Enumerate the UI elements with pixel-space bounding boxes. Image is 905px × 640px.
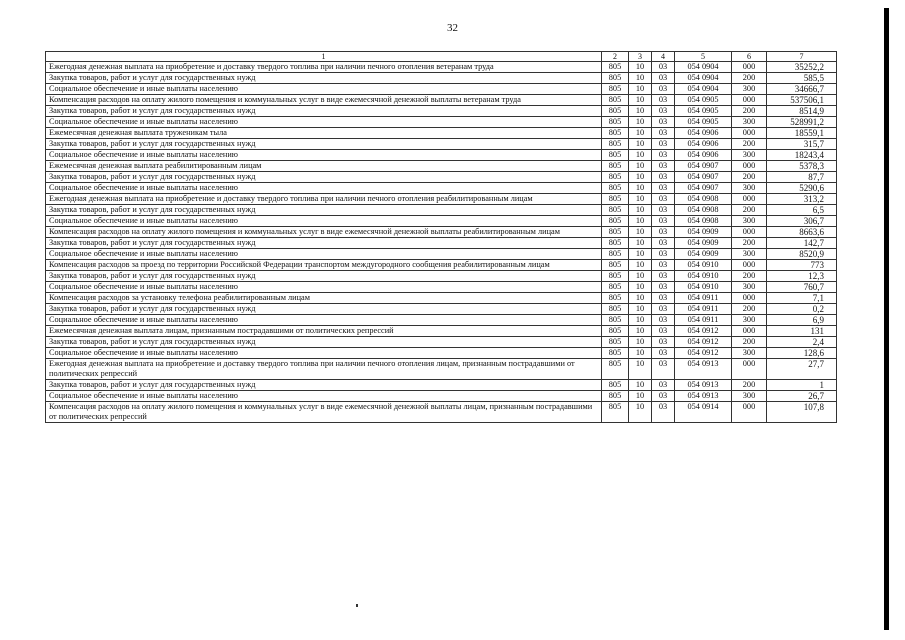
table-row — [46, 326, 837, 337]
expense-type-code: 000 — [732, 227, 767, 238]
amount: 2,4 — [767, 337, 837, 348]
budget-table — [45, 51, 837, 423]
column-header: 2 — [602, 52, 629, 62]
subsection-code: 03 — [652, 128, 675, 139]
ministry-code: 805 — [602, 117, 629, 128]
row-description: Закупка товаров, работ и услуг для государственных нужд — [46, 106, 602, 117]
row-description: Закупка товаров, работ и услуг для государственных нужд — [46, 380, 602, 391]
amount: 537506,1 — [767, 95, 837, 106]
subsection-code: 03 — [652, 172, 675, 183]
section-code: 10 — [629, 161, 652, 172]
ministry-code: 805 — [602, 205, 629, 216]
section-code: 10 — [629, 359, 652, 380]
subsection-code: 03 — [652, 84, 675, 95]
subsection-code: 03 — [652, 227, 675, 238]
table-row — [46, 402, 837, 423]
section-code: 10 — [629, 183, 652, 194]
target-article-code: 054 0907 — [675, 161, 732, 172]
ministry-code: 805 — [602, 150, 629, 161]
subsection-code: 03 — [652, 216, 675, 227]
target-article-code: 054 0907 — [675, 183, 732, 194]
amount: 18559,1 — [767, 128, 837, 139]
row-description: Социальное обеспечение и иные выплаты населению — [46, 183, 602, 194]
target-article-code: 054 0911 — [675, 315, 732, 326]
section-code: 10 — [629, 260, 652, 271]
ministry-code: 805 — [602, 348, 629, 359]
target-article-code: 054 0910 — [675, 282, 732, 293]
amount: 128,6 — [767, 348, 837, 359]
table-row — [46, 150, 837, 161]
expense-type-code: 000 — [732, 402, 767, 423]
table-row — [46, 304, 837, 315]
expense-type-code: 200 — [732, 106, 767, 117]
ministry-code: 805 — [602, 337, 629, 348]
subsection-code: 03 — [652, 402, 675, 423]
target-article-code: 054 0909 — [675, 227, 732, 238]
target-article-code: 054 0906 — [675, 139, 732, 150]
ministry-code: 805 — [602, 326, 629, 337]
amount: 528991,2 — [767, 117, 837, 128]
table-row — [46, 249, 837, 260]
expense-type-code: 300 — [732, 348, 767, 359]
amount: 8520,9 — [767, 249, 837, 260]
table-row — [46, 282, 837, 293]
expense-type-code: 000 — [732, 95, 767, 106]
target-article-code: 054 0904 — [675, 62, 732, 73]
expense-type-code: 300 — [732, 183, 767, 194]
expense-type-code: 000 — [732, 359, 767, 380]
row-description: Социальное обеспечение и иные выплаты населению — [46, 216, 602, 227]
target-article-code: 054 0911 — [675, 304, 732, 315]
ministry-code: 805 — [602, 380, 629, 391]
subsection-code: 03 — [652, 293, 675, 304]
amount: 35252,2 — [767, 62, 837, 73]
expense-type-code: 200 — [732, 73, 767, 84]
subsection-code: 03 — [652, 73, 675, 84]
expense-type-code: 200 — [732, 139, 767, 150]
row-description: Компенсация расходов на оплату жилого помещения и коммунальных услуг в виде ежемесячной денежной выплаты реабилитированным лицам — [46, 227, 602, 238]
table-row — [46, 293, 837, 304]
section-code: 10 — [629, 293, 652, 304]
amount: 585,5 — [767, 73, 837, 84]
subsection-code: 03 — [652, 337, 675, 348]
target-article-code: 054 0913 — [675, 391, 732, 402]
row-description: Закупка товаров, работ и услуг для государственных нужд — [46, 139, 602, 150]
expense-type-code: 000 — [732, 161, 767, 172]
row-description: Социальное обеспечение и иные выплаты населению — [46, 348, 602, 359]
column-header: 6 — [732, 52, 767, 62]
amount: 131 — [767, 326, 837, 337]
ministry-code: 805 — [602, 194, 629, 205]
ministry-code: 805 — [602, 238, 629, 249]
amount: 8514,9 — [767, 106, 837, 117]
expense-type-code: 000 — [732, 62, 767, 73]
column-header: 4 — [652, 52, 675, 62]
subsection-code: 03 — [652, 359, 675, 380]
ministry-code: 805 — [602, 359, 629, 380]
ministry-code: 805 — [602, 227, 629, 238]
section-code: 10 — [629, 238, 652, 249]
expense-type-code: 200 — [732, 380, 767, 391]
expense-type-code: 200 — [732, 205, 767, 216]
table-header-row — [46, 52, 837, 62]
amount: 6,5 — [767, 205, 837, 216]
table-row — [46, 84, 837, 95]
scan-edge-bar — [884, 8, 889, 630]
amount: 313,2 — [767, 194, 837, 205]
section-code: 10 — [629, 95, 652, 106]
row-description: Закупка товаров, работ и услуг для государственных нужд — [46, 304, 602, 315]
amount: 142,7 — [767, 238, 837, 249]
row-description: Закупка товаров, работ и услуг для государственных нужд — [46, 271, 602, 282]
row-description: Закупка товаров, работ и услуг для государственных нужд — [46, 337, 602, 348]
expense-type-code: 200 — [732, 238, 767, 249]
target-article-code: 054 0904 — [675, 73, 732, 84]
row-description: Ежемесячная денежная выплата реабилитированным лицам — [46, 161, 602, 172]
row-description: Закупка товаров, работ и услуг для государственных нужд — [46, 205, 602, 216]
table-row — [46, 238, 837, 249]
amount: 7,1 — [767, 293, 837, 304]
subsection-code: 03 — [652, 161, 675, 172]
expense-type-code: 000 — [732, 128, 767, 139]
ministry-code: 805 — [602, 271, 629, 282]
expense-type-code: 000 — [732, 260, 767, 271]
amount: 107,8 — [767, 402, 837, 423]
ministry-code: 805 — [602, 62, 629, 73]
amount: 87,7 — [767, 172, 837, 183]
table-row — [46, 271, 837, 282]
amount: 1 — [767, 380, 837, 391]
subsection-code: 03 — [652, 238, 675, 249]
ministry-code: 805 — [602, 172, 629, 183]
subsection-code: 03 — [652, 194, 675, 205]
target-article-code: 054 0905 — [675, 117, 732, 128]
expense-type-code: 200 — [732, 337, 767, 348]
subsection-code: 03 — [652, 391, 675, 402]
section-code: 10 — [629, 315, 652, 326]
amount: 306,7 — [767, 216, 837, 227]
section-code: 10 — [629, 128, 652, 139]
amount: 0,2 — [767, 304, 837, 315]
ministry-code: 805 — [602, 139, 629, 150]
target-article-code: 054 0912 — [675, 337, 732, 348]
subsection-code: 03 — [652, 380, 675, 391]
expense-type-code: 300 — [732, 117, 767, 128]
section-code: 10 — [629, 249, 652, 260]
target-article-code: 054 0913 — [675, 380, 732, 391]
section-code: 10 — [629, 73, 652, 84]
amount: 760,7 — [767, 282, 837, 293]
subsection-code: 03 — [652, 205, 675, 216]
amount: 12,3 — [767, 271, 837, 282]
row-description: Социальное обеспечение и иные выплаты населению — [46, 249, 602, 260]
column-header: 5 — [675, 52, 732, 62]
subsection-code: 03 — [652, 106, 675, 117]
table-row — [46, 95, 837, 106]
ministry-code: 805 — [602, 95, 629, 106]
amount: 8663,6 — [767, 227, 837, 238]
expense-type-code: 200 — [732, 304, 767, 315]
subsection-code: 03 — [652, 95, 675, 106]
table-row — [46, 194, 837, 205]
row-description: Компенсация расходов на оплату жилого помещения и коммунальных услуг в виде ежемесячной денежной выплаты ветеранам труда — [46, 95, 602, 106]
subsection-code: 03 — [652, 326, 675, 337]
amount: 26,7 — [767, 391, 837, 402]
subsection-code: 03 — [652, 139, 675, 150]
table-row — [46, 227, 837, 238]
subsection-code: 03 — [652, 315, 675, 326]
ministry-code: 805 — [602, 183, 629, 194]
section-code: 10 — [629, 380, 652, 391]
table-row — [46, 205, 837, 216]
expense-type-code: 200 — [732, 271, 767, 282]
target-article-code: 054 0906 — [675, 150, 732, 161]
row-description: Ежегодная денежная выплата на приобретение и доставку твердого топлива при наличии печного отопления ветеранам труда — [46, 62, 602, 73]
target-article-code: 054 0905 — [675, 106, 732, 117]
subsection-code: 03 — [652, 183, 675, 194]
amount: 27,7 — [767, 359, 837, 380]
scan-speck — [356, 604, 358, 607]
section-code: 10 — [629, 62, 652, 73]
amount: 773 — [767, 260, 837, 271]
target-article-code: 054 0905 — [675, 95, 732, 106]
target-article-code: 054 0909 — [675, 238, 732, 249]
target-article-code: 054 0908 — [675, 205, 732, 216]
row-description: Компенсация расходов за проезд по территории Российской Федерации транспортом междугородного сообщения реабилитированным лицам — [46, 260, 602, 271]
ministry-code: 805 — [602, 161, 629, 172]
ministry-code: 805 — [602, 216, 629, 227]
table-row — [46, 391, 837, 402]
subsection-code: 03 — [652, 260, 675, 271]
target-article-code: 054 0908 — [675, 216, 732, 227]
table-row — [46, 106, 837, 117]
section-code: 10 — [629, 139, 652, 150]
ministry-code: 805 — [602, 402, 629, 423]
row-description: Ежемесячная денежная выплата лицам, признанным пострадавшими от политических репрессий — [46, 326, 602, 337]
expense-type-code: 300 — [732, 150, 767, 161]
amount: 34666,7 — [767, 84, 837, 95]
table-row — [46, 128, 837, 139]
row-description: Социальное обеспечение и иные выплаты населению — [46, 315, 602, 326]
page-number: 32 — [447, 22, 458, 34]
ministry-code: 805 — [602, 84, 629, 95]
column-header: 3 — [629, 52, 652, 62]
amount: 6,9 — [767, 315, 837, 326]
expense-type-code: 300 — [732, 249, 767, 260]
target-article-code: 054 0909 — [675, 249, 732, 260]
column-header: 1 — [46, 52, 602, 62]
row-description: Закупка товаров, работ и услуг для государственных нужд — [46, 73, 602, 84]
subsection-code: 03 — [652, 150, 675, 161]
target-article-code: 054 0912 — [675, 348, 732, 359]
row-description: Социальное обеспечение и иные выплаты населению — [46, 117, 602, 128]
ministry-code: 805 — [602, 249, 629, 260]
ministry-code: 805 — [602, 304, 629, 315]
row-description: Компенсация расходов за установку телефона реабилитированным лицам — [46, 293, 602, 304]
row-description: Ежегодная денежная выплата на приобретение и доставку твердого топлива при наличии печного отопления реабилитированным лицам — [46, 194, 602, 205]
table-row — [46, 117, 837, 128]
expense-type-code: 200 — [732, 172, 767, 183]
target-article-code: 054 0911 — [675, 293, 732, 304]
expense-type-code: 000 — [732, 194, 767, 205]
table-row — [46, 337, 837, 348]
row-description: Ежегодная денежная выплата на приобретение и доставку твердого топлива при наличии печного отопления лицам, признанным пострадавшими от политических репрессий — [46, 359, 602, 380]
table-row — [46, 348, 837, 359]
expense-type-code: 300 — [732, 282, 767, 293]
section-code: 10 — [629, 84, 652, 95]
expense-type-code: 000 — [732, 326, 767, 337]
target-article-code: 054 0914 — [675, 402, 732, 423]
subsection-code: 03 — [652, 304, 675, 315]
section-code: 10 — [629, 326, 652, 337]
target-article-code: 054 0910 — [675, 271, 732, 282]
target-article-code: 054 0907 — [675, 172, 732, 183]
section-code: 10 — [629, 271, 652, 282]
subsection-code: 03 — [652, 282, 675, 293]
section-code: 10 — [629, 348, 652, 359]
row-description: Компенсация расходов на оплату жилого помещения и коммунальных услуг в виде ежемесячной денежной выплаты лицам, признанным пострадавшими от политических репрессий — [46, 402, 602, 423]
target-article-code: 054 0904 — [675, 84, 732, 95]
subsection-code: 03 — [652, 117, 675, 128]
subsection-code: 03 — [652, 249, 675, 260]
column-header: 7 — [767, 52, 837, 62]
row-description: Закупка товаров, работ и услуг для государственных нужд — [46, 172, 602, 183]
amount: 315,7 — [767, 139, 837, 150]
ministry-code: 805 — [602, 293, 629, 304]
ministry-code: 805 — [602, 391, 629, 402]
expense-type-code: 300 — [732, 84, 767, 95]
section-code: 10 — [629, 337, 652, 348]
section-code: 10 — [629, 391, 652, 402]
target-article-code: 054 0912 — [675, 326, 732, 337]
section-code: 10 — [629, 227, 652, 238]
target-article-code: 054 0913 — [675, 359, 732, 380]
amount: 5290,6 — [767, 183, 837, 194]
row-description: Социальное обеспечение и иные выплаты населению — [46, 282, 602, 293]
table-row — [46, 62, 837, 73]
ministry-code: 805 — [602, 106, 629, 117]
amount: 5378,3 — [767, 161, 837, 172]
expense-type-code: 300 — [732, 391, 767, 402]
subsection-code: 03 — [652, 348, 675, 359]
section-code: 10 — [629, 117, 652, 128]
section-code: 10 — [629, 205, 652, 216]
section-code: 10 — [629, 282, 652, 293]
section-code: 10 — [629, 150, 652, 161]
ministry-code: 805 — [602, 260, 629, 271]
row-description: Социальное обеспечение и иные выплаты населению — [46, 84, 602, 95]
expense-type-code: 000 — [732, 293, 767, 304]
expense-type-code: 300 — [732, 216, 767, 227]
table-row — [46, 359, 837, 380]
row-description: Социальное обеспечение и иные выплаты населению — [46, 150, 602, 161]
subsection-code: 03 — [652, 271, 675, 282]
table-row — [46, 73, 837, 84]
section-code: 10 — [629, 194, 652, 205]
ministry-code: 805 — [602, 73, 629, 84]
target-article-code: 054 0906 — [675, 128, 732, 139]
section-code: 10 — [629, 304, 652, 315]
amount: 18243,4 — [767, 150, 837, 161]
table-row — [46, 260, 837, 271]
row-description: Ежемесячная денежная выплата труженикам тыла — [46, 128, 602, 139]
row-description: Социальное обеспечение и иные выплаты населению — [46, 391, 602, 402]
ministry-code: 805 — [602, 128, 629, 139]
ministry-code: 805 — [602, 315, 629, 326]
section-code: 10 — [629, 172, 652, 183]
target-article-code: 054 0910 — [675, 260, 732, 271]
table-row — [46, 380, 837, 391]
table-row — [46, 172, 837, 183]
row-description: Закупка товаров, работ и услуг для государственных нужд — [46, 238, 602, 249]
table-row — [46, 161, 837, 172]
table-row — [46, 139, 837, 150]
section-code: 10 — [629, 402, 652, 423]
subsection-code: 03 — [652, 62, 675, 73]
ministry-code: 805 — [602, 282, 629, 293]
table-row — [46, 183, 837, 194]
section-code: 10 — [629, 106, 652, 117]
table-row — [46, 315, 837, 326]
expense-type-code: 300 — [732, 315, 767, 326]
target-article-code: 054 0908 — [675, 194, 732, 205]
table-row — [46, 216, 837, 227]
section-code: 10 — [629, 216, 652, 227]
